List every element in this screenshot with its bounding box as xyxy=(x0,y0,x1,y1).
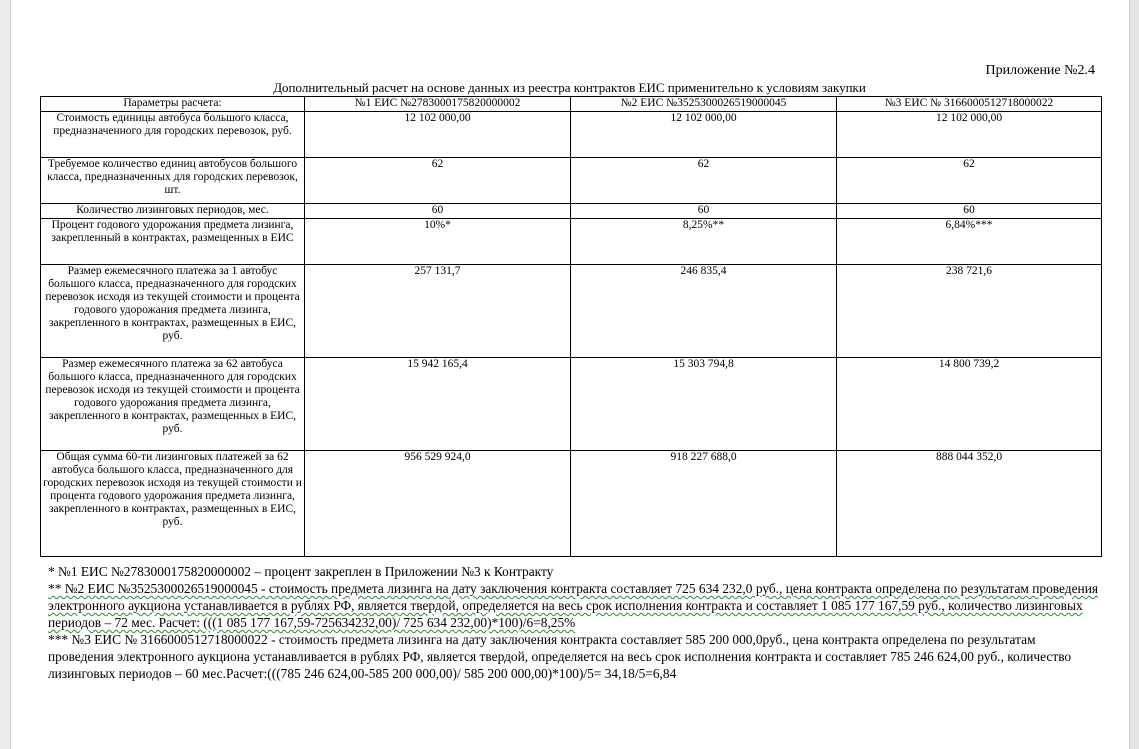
table-row xyxy=(41,204,1102,219)
header-contract-3: №3 ЕИС № 3166000512718000022 xyxy=(837,97,1102,112)
table-row xyxy=(41,265,1102,358)
left-window-edge xyxy=(0,0,11,749)
row-param-label: Процент годового удорожания предмета лизинга, закрепленный в контрактах, размещенных в ЕИС xyxy=(41,219,305,265)
row-param-label: Требуемое количество единиц автобусов большого класса, предназначенных для городских перевозок, шт. xyxy=(41,158,305,204)
footnote-1: * №1 ЕИС №2783000175820000002 – процент закреплен в Приложении №3 к Контракту xyxy=(48,564,554,579)
header-contract-1: №1 ЕИС №2783000175820000002 xyxy=(305,97,571,112)
row-value: 12 102 000,00 xyxy=(305,112,571,158)
row-value: 8,25%** xyxy=(571,219,837,265)
footnote-2: ** №2 ЕИС №3525300026519000045 - стоимость предмета лизинга на дату заключения контракта составляет 725 634 232,0 руб., цена контракта определена по результатам проведения электронного аукциона устанавливается в рублях РФ, является твердой, определяется на весь срок исполнения контракта и составляет 1 085 177 167,59 руб., количество лизинговых периодов – 72 мес. Расчет: (((1 085 177 167,59-725634232,00)/ 725 634 232,00)*100)/6=8,25% xyxy=(48,581,1099,630)
row-value: 62 xyxy=(571,158,837,204)
table-row xyxy=(41,358,1102,451)
row-value: 14 800 739,2 xyxy=(837,358,1102,451)
row-value: 888 044 352,0 xyxy=(837,451,1102,557)
row-value: 62 xyxy=(305,158,571,204)
row-value: 238 721,6 xyxy=(837,265,1102,358)
row-value: 918 227 688,0 xyxy=(571,451,837,557)
row-value: 956 529 924,0 xyxy=(305,451,571,557)
table-header-row xyxy=(41,97,1102,112)
calculation-table xyxy=(40,96,1102,557)
row-value: 15 303 794,8 xyxy=(571,358,837,451)
row-param-label: Количество лизинговых периодов, мес. xyxy=(41,204,305,219)
table-row xyxy=(41,219,1102,265)
vertical-scrollbar[interactable] xyxy=(1129,0,1139,749)
table-row xyxy=(41,112,1102,158)
row-value: 60 xyxy=(837,204,1102,219)
row-value: 15 942 165,4 xyxy=(305,358,571,451)
row-value: 12 102 000,00 xyxy=(571,112,837,158)
row-param-label: Размер ежемесячного платежа за 1 автобус большого класса, предназначенного для городских перевозок исходя из текущей стоимости и процента годового удорожания предмета лизинга, закрепленного в контрактах, размещенных в ЕИС, руб. xyxy=(41,265,305,358)
header-params: Параметры расчета: xyxy=(41,97,305,112)
row-value: 12 102 000,00 xyxy=(837,112,1102,158)
row-value: 246 835,4 xyxy=(571,265,837,358)
footnote-3: *** №3 ЕИС № 3166000512718000022 - стоимость предмета лизинга на дату заключения контракта составляет 585 200 000,0руб., цена контракта определена по результатам проведения электронного аукциона устанавливается в рублях РФ, является твердой, определяется на весь срок исполнения контракта и составляет 785 246 624,00 руб., количество лизинговых периодов – 60 мес.Расчет:(((785 246 624,00-585 200 000,00)/ 585 200 000,00)*100)/5= 34,18/5=6,84 xyxy=(48,632,1072,681)
row-value: 62 xyxy=(837,158,1102,204)
header-contract-2: №2 ЕИС №3525300026519000045 xyxy=(571,97,837,112)
appendix-label: Приложение №2.4 xyxy=(985,63,1095,78)
row-param-label: Общая сумма 60-ти лизинговых платежей за 62 автобуса большого класса, предназначенного для городских перевозок исходя из текущей стоимости и процента годового удорожания предмета лизинга, закрепленного в контрактах, размещенных в ЕИС, руб. xyxy=(41,451,305,557)
row-value: 60 xyxy=(571,204,837,219)
row-value: 6,84%*** xyxy=(837,219,1102,265)
table-row xyxy=(41,451,1102,557)
row-value: 257 131,7 xyxy=(305,265,571,358)
footnotes xyxy=(48,563,1100,682)
row-param-label: Размер ежемесячного платежа за 62 автобуса большого класса, предназначенного для городских перевозок исходя из текущей стоимости и процента годового удорожания предмета лизинга, закрепленного в контрактах, размещенных в ЕИС, руб. xyxy=(41,358,305,451)
row-value: 60 xyxy=(305,204,571,219)
row-param-label: Стоимость единицы автобуса большого класса, предназначенного для городских перевозок, руб. xyxy=(41,112,305,158)
row-value: 10%* xyxy=(305,219,571,265)
table-row xyxy=(41,158,1102,204)
document-title: Дополнительный расчет на основе данных из реестра контрактов ЕИС применительно к условиям закупки xyxy=(273,80,866,95)
